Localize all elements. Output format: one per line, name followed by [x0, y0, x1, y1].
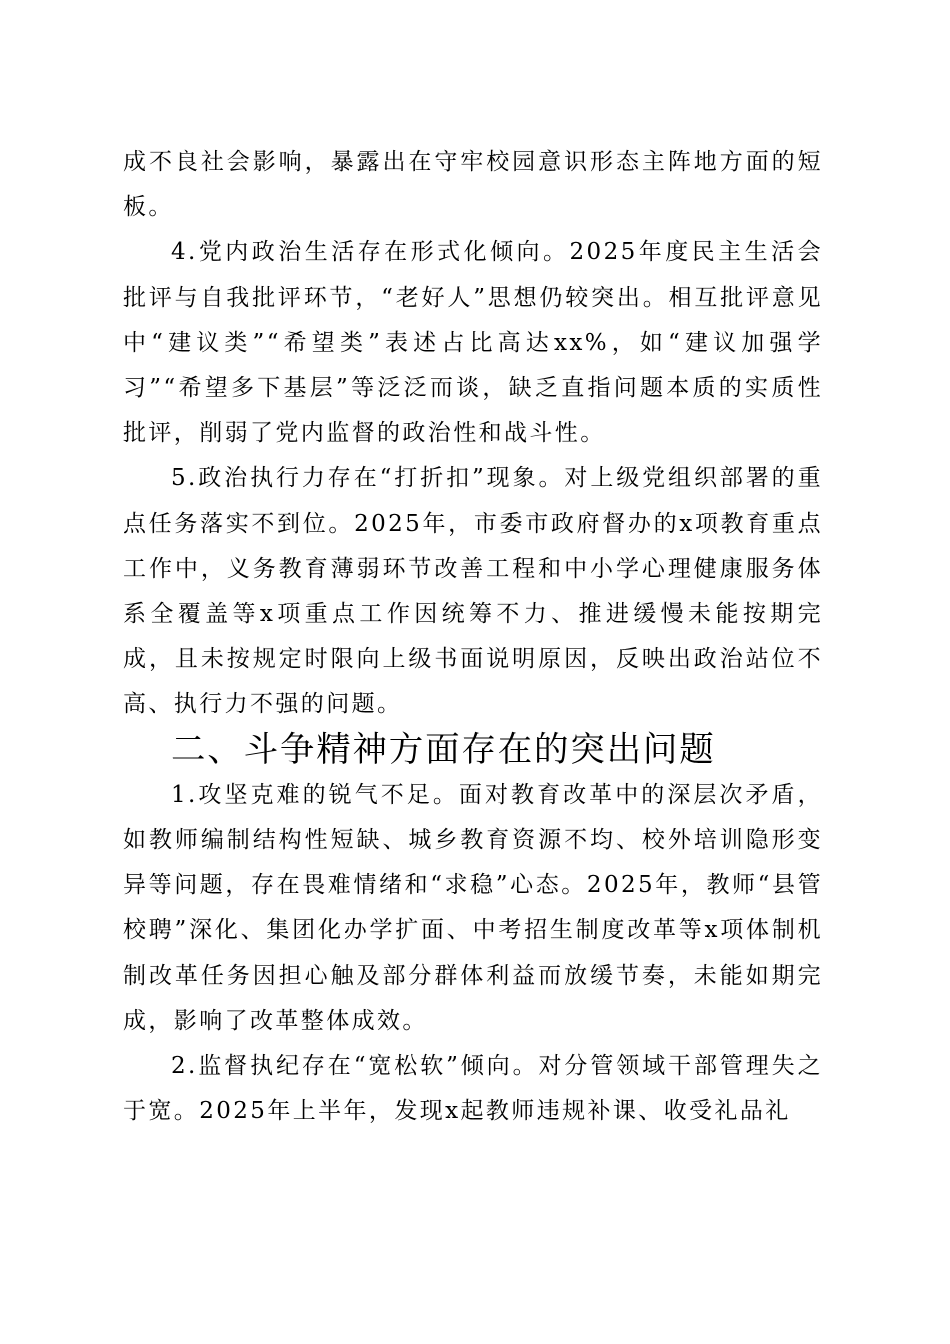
paragraph-item-1-tackling-difficulties: 1.攻坚克难的锐气不足。面对教育改革中的深层次矛盾，如教师编制结构性短缺、城乡教育资源不均、校外培训隐形变异等问题，存在畏难情绪和“求稳”心态。2025年，教师“县管校聘”深化、集团化办学扩面、中考招生制度改革等x项体制机制改革任务因担心触及部分群体利益而放缓节奏，未能如期完成，影响了改革整体成效。	[123, 781, 823, 1034]
document-page	[123, 140, 823, 1134]
section-heading-struggle-spirit: 二、斗争精神方面存在的突出问题	[171, 729, 716, 770]
paragraph-item-2-supervision-discipline: 2.监督执纪存在“宽松软”倾向。对分管领域干部管理失之于宽。2025年上半年，发现x起教师违规补课、收受礼品礼	[123, 1053, 823, 1125]
paragraph-item-5-political-execution: 5.政治执行力存在“打折扣”现象。对上级党组织部署的重点任务落实不到位。2025年，市委市政府督办的x项教育重点工作中，义务教育薄弱环节改善工程和中小学心理健康服务体系全覆盖等x项重点工作因统筹不力、推进缓慢未能按期完成，且未按规定时限向上级书面说明原因，反映出政治站位不高、执行力不强的问题。	[123, 465, 823, 718]
paragraph-item-4-inner-party-life: 4.党内政治生活存在形式化倾向。2025年度民主生活会批评与自我批评环节，“老好人”思想仍较突出。相互批评意见中“建议类”“希望类”表述占比高达xx%，如“建议加强学习”“希望多下基层”等泛泛而谈，缺乏直指问题本质的实质性批评，削弱了党内监督的政治性和战斗性。	[123, 239, 823, 447]
paragraph-continuation: 成不良社会影响，暴露出在守牢校园意识形态主阵地方面的短板。	[123, 149, 823, 221]
